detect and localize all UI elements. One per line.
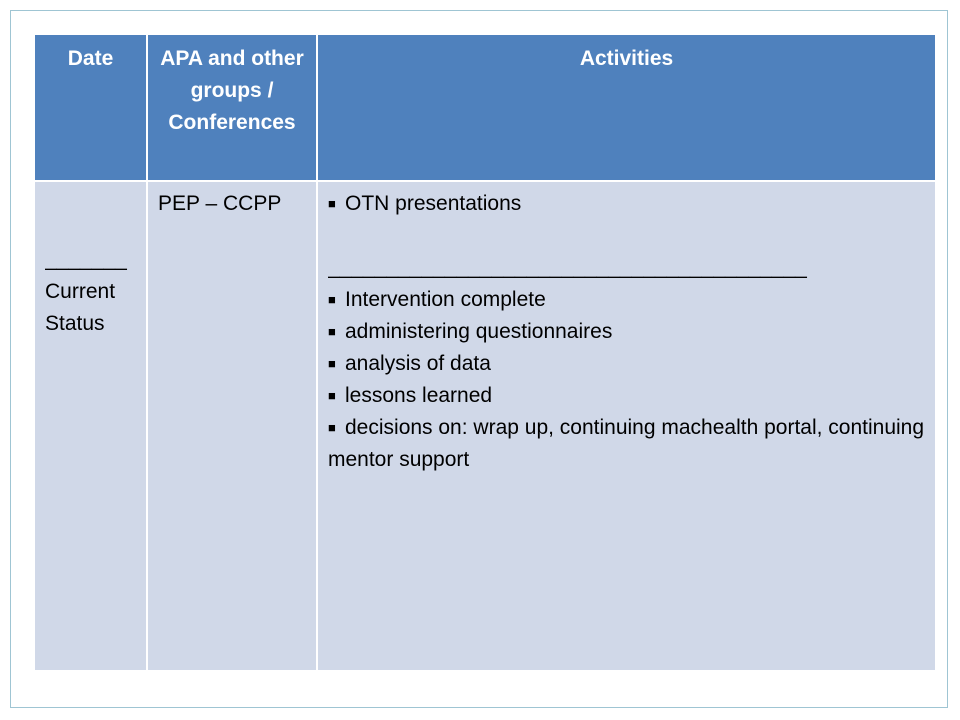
list-item: [328, 316, 925, 348]
activities-list: [328, 188, 925, 220]
activity-text: decisions on: wrap up, continuing machealth portal, continuing mentor support: [328, 416, 925, 471]
square-bullet-icon: ■: [328, 292, 336, 307]
activity-text: administering questionnaires: [345, 320, 613, 343]
list-item: [328, 284, 925, 316]
date-rule: _______: [45, 248, 127, 271]
activity-text: analysis of data: [345, 352, 491, 375]
list-item: [328, 348, 925, 380]
activity-text: lessons learned: [345, 384, 493, 407]
header-activities: Activities: [317, 34, 936, 181]
groups-text: PEP – CCPP: [158, 192, 282, 215]
list-item: [328, 188, 925, 220]
activity-divider-rule: _________________________________________: [328, 256, 807, 279]
activity-text: OTN presentations: [345, 192, 522, 215]
list-item: [328, 412, 925, 476]
schedule-table: [33, 33, 937, 672]
square-bullet-icon: ■: [328, 388, 336, 403]
square-bullet-icon: ■: [328, 356, 336, 371]
cell-groups: [147, 181, 317, 671]
table-header-row: [34, 34, 936, 181]
square-bullet-icon: ■: [328, 420, 336, 435]
date-label-line-2: Status: [45, 312, 105, 335]
cell-date: [34, 181, 147, 671]
date-label-line-1: Current: [45, 280, 116, 303]
header-groups: APA and other groups / Conferences: [147, 34, 317, 181]
cell-activities: [317, 181, 936, 671]
square-bullet-icon: ■: [328, 324, 336, 339]
header-date: Date: [34, 34, 147, 181]
spacer: [328, 220, 925, 252]
activities-list-current: [328, 284, 925, 476]
activity-text: Intervention complete: [345, 288, 546, 311]
square-bullet-icon: ■: [328, 196, 336, 211]
date-content: [45, 188, 142, 340]
list-item: [328, 380, 925, 412]
table-row: [34, 181, 936, 671]
